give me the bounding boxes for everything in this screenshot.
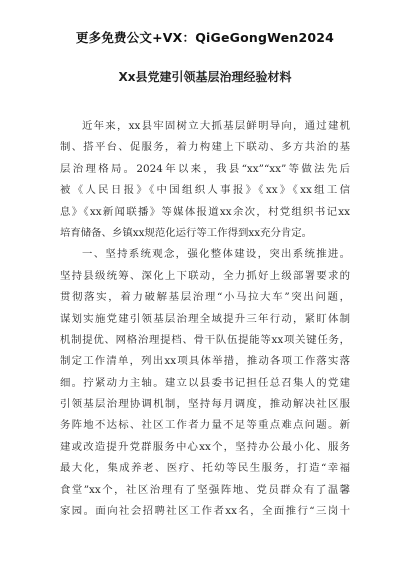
text-line: 谋划实施党建引领基层治理全域提升三年行动，紧盯体制 (60, 312, 350, 325)
document-body (60, 116, 350, 522)
text-line: 培育储备、乡镇xx规范化运行等工作得到xx充分肯定。 (60, 226, 313, 239)
header-note: 更多免费公文+VX：QiGeGongWen2024 (75, 30, 335, 45)
text-line: 贯彻落实，着力破解基层治理“小马拉大车”突出问题， (60, 291, 350, 304)
text-line: 坚持县级统筹、深化上下联动，全力抓好上级部署要求的 (60, 269, 350, 282)
paragraph-intro (60, 116, 350, 244)
text-line: 息》《xx新闻联播》等媒体报道xx余次，村党组织书记xx (60, 205, 350, 218)
text-line: 建或改造提升党群服务中心xx个，坚持办公最小化、服务 (60, 440, 350, 453)
text-line: 机制提优、网格治理提档、骨干队伍提能等xx项关键任务， (60, 333, 350, 346)
text-line: 层治理格局。2024年以来，我县“xx”“xx”等做法先后 (60, 162, 350, 175)
text-line: 最大化，集成养老、医疗、托幼等民生服务，打造“幸福 (60, 462, 350, 475)
text-line: 细。拧紧动力主轴。建立以县委书记担任总召集人的党建 (60, 376, 350, 389)
text-line: 制定工作清单，列出xx项具体举措，推动各项工作落实落 (60, 355, 350, 368)
text-line: 近年来，xx县牢固树立大抓基层鲜明导向，通过建机 (82, 120, 350, 132)
text-line: 食堂”xx个，社区治理有了坚强阵地、党员群众有了温馨 (60, 483, 350, 496)
document-title: Xx县党建引领基层治理经验材料 (118, 70, 292, 84)
text-line: 制、搭平台、促服务，着力构建上下联动、多方共治的基 (60, 141, 350, 154)
text-line: 引领基层治理协调机制，坚持每月调度，推动解决社区服 (60, 398, 350, 411)
text-line: 被《人民日报》《中国组织人事报》《xx》《xx组工信 (60, 184, 350, 197)
paragraph-section-one (60, 244, 350, 522)
section-heading-line: 一、坚持系统观念，强化整体建设，突出系统推进。 (82, 248, 350, 261)
text-line: 务阵地不达标、社区工作者力量不足等重点难点问题。新 (60, 419, 350, 432)
text-line: 家园。面向社会招聘社区工作者xx名，全面推行“三岗十 (60, 505, 350, 518)
